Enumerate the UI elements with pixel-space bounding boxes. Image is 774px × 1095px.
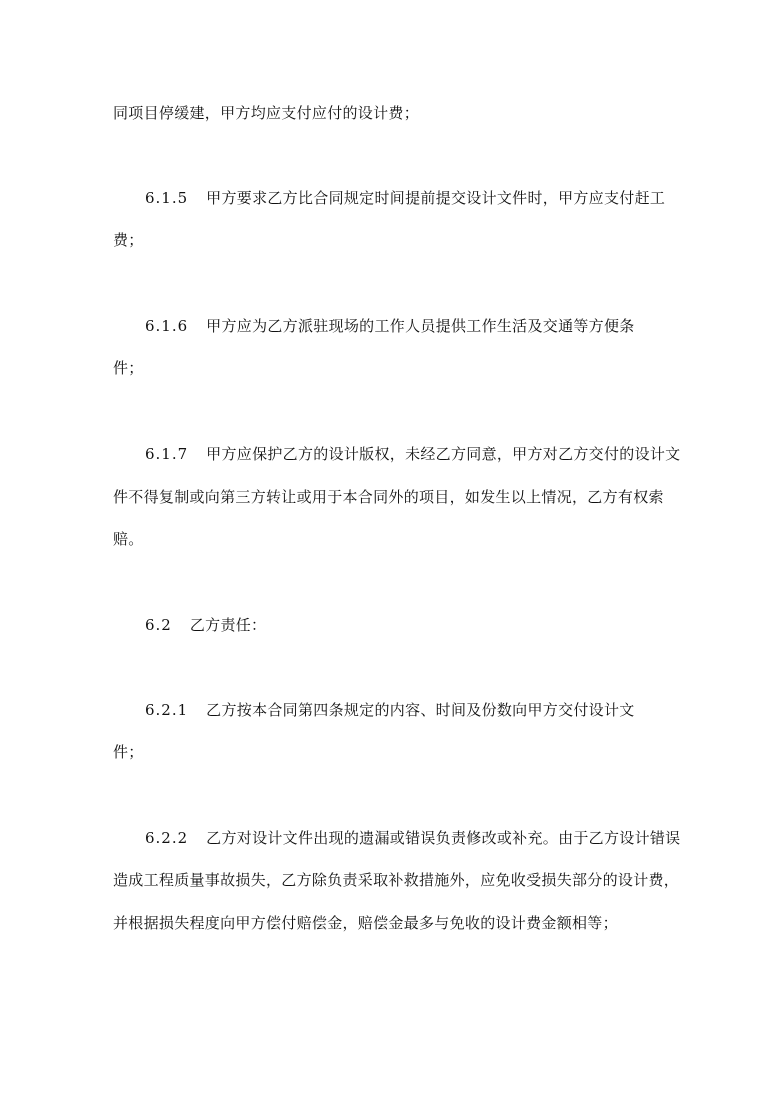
line-text: 甲方要求乙方比合同规定时间提前提交设计文件时，甲方应支付赶工 xyxy=(206,189,666,207)
paragraph-line xyxy=(113,870,680,890)
line-text: 件不得复制或向第三方转让或用于本合同外的项目，如发生以上情况，乙方有权索 xyxy=(113,488,664,506)
line-text: 乙方责任： xyxy=(189,616,267,634)
line-text: 甲方应保护乙方的设计版权，未经乙方同意，甲方对乙方交付的设计文 xyxy=(206,445,681,463)
paragraph-line xyxy=(113,529,673,549)
line-text: 赔。 xyxy=(113,530,144,548)
paragraph-line xyxy=(113,913,673,933)
clause-6-2-2 xyxy=(145,828,705,848)
clause-number: 6.1.6 xyxy=(145,317,189,335)
line-text: 并根据损失程度向甲方偿付赔偿金，赔偿金最多与免收的设计费金额相等； xyxy=(113,914,618,932)
paragraph-line xyxy=(113,230,673,250)
clause-number: 6.2 xyxy=(145,616,172,634)
clause-6-2-1 xyxy=(145,700,705,720)
clause-6-1-5 xyxy=(145,188,705,208)
paragraph-line xyxy=(113,742,673,762)
clause-6-1-7 xyxy=(145,444,705,464)
clause-number: 6.1.7 xyxy=(145,445,189,463)
paragraph-line xyxy=(113,103,673,123)
line-text: 费； xyxy=(113,231,144,249)
clause-number: 6.1.5 xyxy=(145,189,189,207)
paragraph-line xyxy=(113,487,673,507)
line-text: 件； xyxy=(113,743,144,761)
line-text: 乙方对设计文件出现的遗漏或错误负责修改或补充。由于乙方设计错误 xyxy=(206,829,681,847)
paragraph-line xyxy=(113,358,673,378)
clause-number: 6.2.2 xyxy=(145,829,189,847)
line-text: 同项目停缓建，甲方均应支付应付的设计费； xyxy=(113,104,420,122)
clause-6-2 xyxy=(145,615,705,635)
line-text: 乙方按本合同第四条规定的内容、时间及份数向甲方交付设计文 xyxy=(206,701,635,719)
line-text: 件； xyxy=(113,359,144,377)
line-text: 甲方应为乙方派驻现场的工作人员提供工作生活及交通等方便条 xyxy=(206,317,635,335)
clause-6-1-6 xyxy=(145,316,705,336)
clause-number: 6.2.1 xyxy=(145,701,189,719)
line-text: 造成工程质量事故损失，乙方除负责采取补救措施外，应免收受损失部分的设计费， xyxy=(113,871,680,889)
